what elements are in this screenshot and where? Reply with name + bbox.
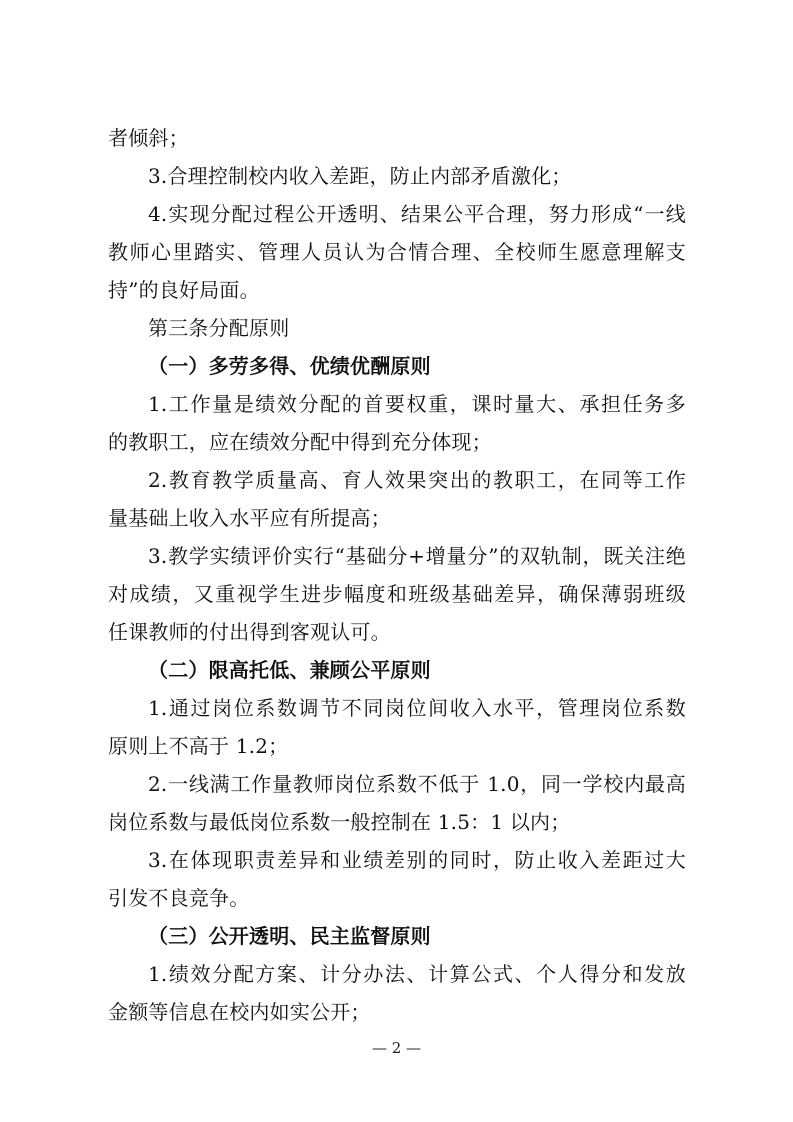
text-line: 岗位系数与最低岗位系数一般控制在 1.5：1 以内； xyxy=(108,810,571,834)
section-heading: （二）限高托低、兼顾公平原则 xyxy=(148,658,431,682)
article-heading: 第三条分配原则 xyxy=(148,316,290,340)
text-line: 1.通过岗位系数调节不同岗位间收入水平，管理岗位系数 xyxy=(148,696,686,720)
page-number: — 2 — xyxy=(371,1039,422,1057)
text-line: 者倾斜； xyxy=(108,126,189,150)
text-line: 教师心里踏实、管理人员认为合情合理、全校师生愿意理解支 xyxy=(108,240,686,264)
text-line: 的教职工，应在绩效分配中得到充分体现； xyxy=(108,430,492,454)
text-line: 3.教学实绩评价实行“基础分+增量分”的双轨制，既关注绝 xyxy=(148,544,686,568)
text-line: 任课教师的付出得到客观认可。 xyxy=(108,620,391,644)
section-heading: （一）多劳多得、优绩优酬原则 xyxy=(148,354,431,378)
text-line: 3.在体现职责差异和业绩差别的同时，防止收入差距过大 xyxy=(148,848,686,872)
text-line: 1.工作量是绩效分配的首要权重，课时量大、承担任务多 xyxy=(148,392,686,416)
text-line: 3.合理控制校内收入差距，防止内部矛盾激化； xyxy=(148,164,572,188)
text-line: 量基础上收入水平应有所提高； xyxy=(108,506,391,530)
text-line: 原则上不高于 1.2； xyxy=(108,734,289,758)
text-line: 2.教育教学质量高、育人效果突出的教职工，在同等工作 xyxy=(148,468,686,492)
text-line: 对成绩，又重视学生进步幅度和班级基础差异，确保薄弱班级 xyxy=(108,582,686,606)
text-line: 金额等信息在校内如实公开； xyxy=(108,1000,371,1024)
text-line: 2.一线满工作量教师岗位系数不低于 1.0，同一学校内最高 xyxy=(148,772,686,796)
section-heading: （三）公开透明、民主监督原则 xyxy=(148,924,431,948)
text-line: 4.实现分配过程公开透明、结果公平合理，努力形成“一线 xyxy=(148,202,686,226)
text-line: 持”的良好局面。 xyxy=(108,278,260,302)
text-line: 引发不良竞争。 xyxy=(108,886,250,910)
text-line: 1.绩效分配方案、计分办法、计算公式、个人得分和发放 xyxy=(148,962,686,986)
